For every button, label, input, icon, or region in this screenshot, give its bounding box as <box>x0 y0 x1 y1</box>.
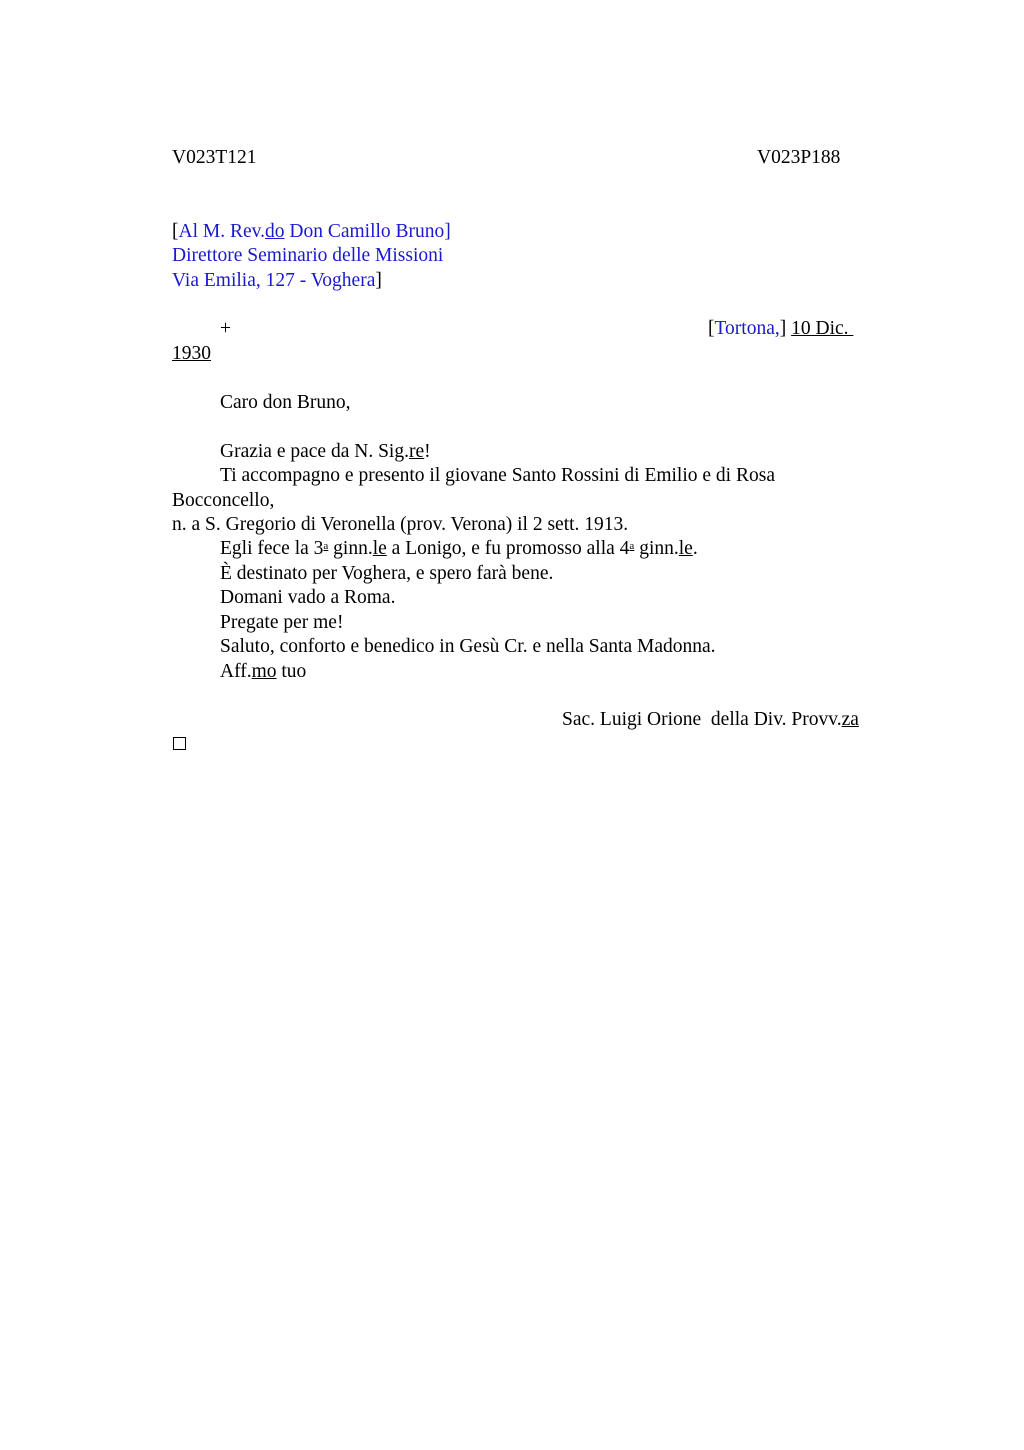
address-line-2: Direttore Seminario delle Missioni <box>172 245 444 266</box>
address-recipient-title: Al M. Rev. <box>178 221 265 242</box>
signature-text: Sac. Luigi Orione della Div. Provv. <box>562 709 842 730</box>
document-code-left: V023T121 <box>172 147 257 168</box>
bracket-close: ] <box>375 270 382 291</box>
paragraph-3: È destinato per Voghera, e spero farà bene. <box>220 563 554 584</box>
closing-end: tuo <box>276 661 307 682</box>
closing-line <box>220 660 306 684</box>
address-line-1 <box>172 220 451 244</box>
address-abbreviation: do <box>264 221 285 242</box>
paragraph-2-text-d: ginn. <box>634 538 679 559</box>
paragraph-5: Pregate per me! <box>220 612 344 633</box>
paragraph-1-line-1: Ti accompagno e presento il giovane Santo Rossini di Emilio e di Rosa <box>220 465 775 486</box>
dateline-date: 10 Dic. <box>791 318 854 339</box>
place-bracket-open: [ <box>708 318 715 339</box>
paragraph-4: Domani vado a Roma. <box>220 587 396 608</box>
paragraph-2-text-c: a Lonigo, e fu promosso alla 4 <box>386 538 630 559</box>
bracket-open: [ <box>172 221 179 242</box>
paragraph-2-text-b: ginn. <box>328 538 373 559</box>
greeting-end: ! <box>424 441 431 462</box>
salutation: Caro don Bruno, <box>220 392 351 413</box>
place-bracket-close: ] <box>779 318 787 339</box>
signature <box>562 708 859 732</box>
cross-symbol: + <box>220 318 231 339</box>
end-box-icon <box>173 737 186 750</box>
abbreviation-le-2: le <box>678 538 693 559</box>
closing-text: Aff. <box>220 661 252 682</box>
ordinal-superscript-2: a <box>629 540 635 552</box>
dateline-year: 1930 <box>172 343 211 364</box>
greeting-line <box>220 440 431 464</box>
abbreviation-le-1: le <box>372 538 387 559</box>
greeting-abbreviation: re <box>408 441 425 462</box>
paragraph-6: Saluto, conforto e benedico in Gesù Cr. e nella Santa Madonna. <box>220 636 716 657</box>
address-recipient-name: Don Camillo Bruno] <box>284 221 451 242</box>
address-street: Via Emilia, 127 - Voghera <box>172 270 376 291</box>
dateline-place-date <box>708 317 853 341</box>
address-line-3 <box>172 269 382 293</box>
signature-abbreviation: za <box>841 709 859 730</box>
document-code-right: V023P188 <box>757 147 841 168</box>
paragraph-1-line-3: n. a S. Gregorio di Veronella (prov. Verona) il 2 sett. 1913. <box>172 514 629 535</box>
greeting-text: Grazia e pace da N. Sig. <box>220 441 409 462</box>
paragraph-1-line-2: Bocconcello, <box>172 490 275 511</box>
paragraph-2-text-a: Egli fece la 3 <box>220 538 324 559</box>
paragraph-2 <box>220 537 698 561</box>
closing-abbreviation: mo <box>251 661 277 682</box>
paragraph-2-text-e: . <box>692 538 698 559</box>
ordinal-superscript-1: a <box>323 540 329 552</box>
dateline-place: Tortona, <box>714 318 780 339</box>
